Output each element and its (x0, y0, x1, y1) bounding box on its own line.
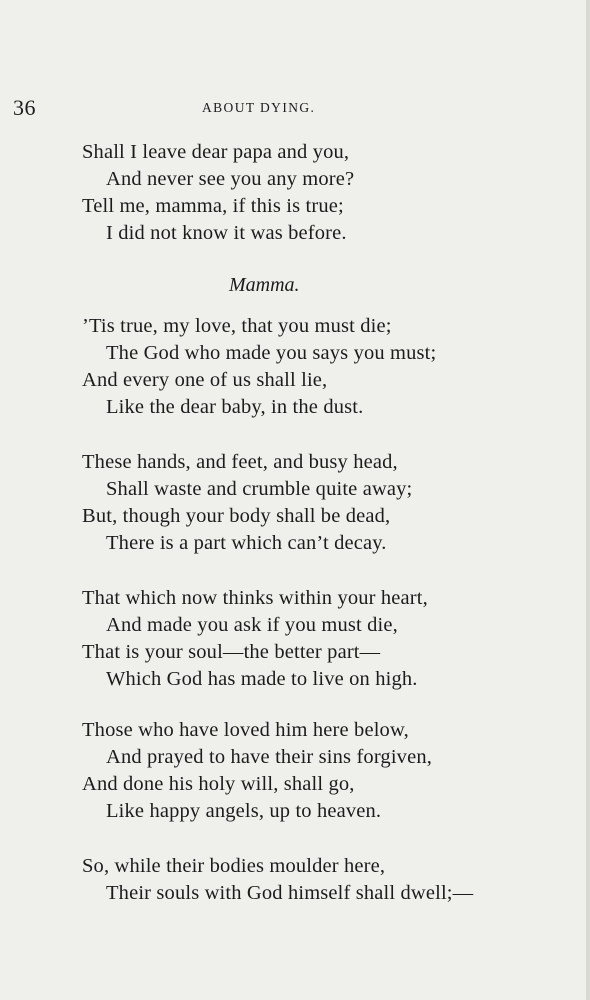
speaker-heading: Mamma. (229, 274, 300, 296)
poem-line: Tell me, mamma, if this is true; (82, 195, 344, 217)
poem-line: Like happy angels, up to heaven. (106, 800, 382, 822)
page-edge (586, 0, 590, 1000)
poem-line: That is your soul—the better part— (82, 641, 381, 663)
poem-line: And made you ask if you must die, (106, 614, 398, 636)
poem-line: Shall waste and crumble quite away; (106, 478, 413, 500)
page-number: 36 (13, 95, 36, 120)
poem-line: And done his holy will, shall go, (82, 773, 355, 795)
poem-line: Like the dear baby, in the dust. (106, 396, 364, 418)
poem-line: That which now thinks within your heart, (82, 587, 428, 609)
poem-line: And never see you any more? (106, 168, 355, 190)
poem-line: The God who made you says you must; (106, 342, 437, 364)
poem-line: And every one of us shall lie, (82, 369, 328, 391)
poem-line: ’Tis true, my love, that you must die; (82, 315, 392, 337)
poem-line: Which God has made to live on high. (106, 668, 418, 690)
poem-line: I did not know it was before. (106, 222, 347, 244)
poem-line: So, while their bodies moulder here, (82, 855, 386, 877)
poem-line: But, though your body shall be dead, (82, 505, 391, 527)
running-title: ABOUT DYING. (202, 100, 316, 115)
poem-line: Shall I leave dear papa and you, (82, 141, 350, 163)
poem-line: These hands, and feet, and busy head, (82, 451, 398, 473)
poem-line: Those who have loved him here below, (82, 719, 409, 741)
poem-line: There is a part which can’t decay. (106, 532, 387, 554)
poem-line: And prayed to have their sins forgiven, (106, 746, 432, 768)
poem-line: Their souls with God himself shall dwell;— (106, 882, 474, 904)
